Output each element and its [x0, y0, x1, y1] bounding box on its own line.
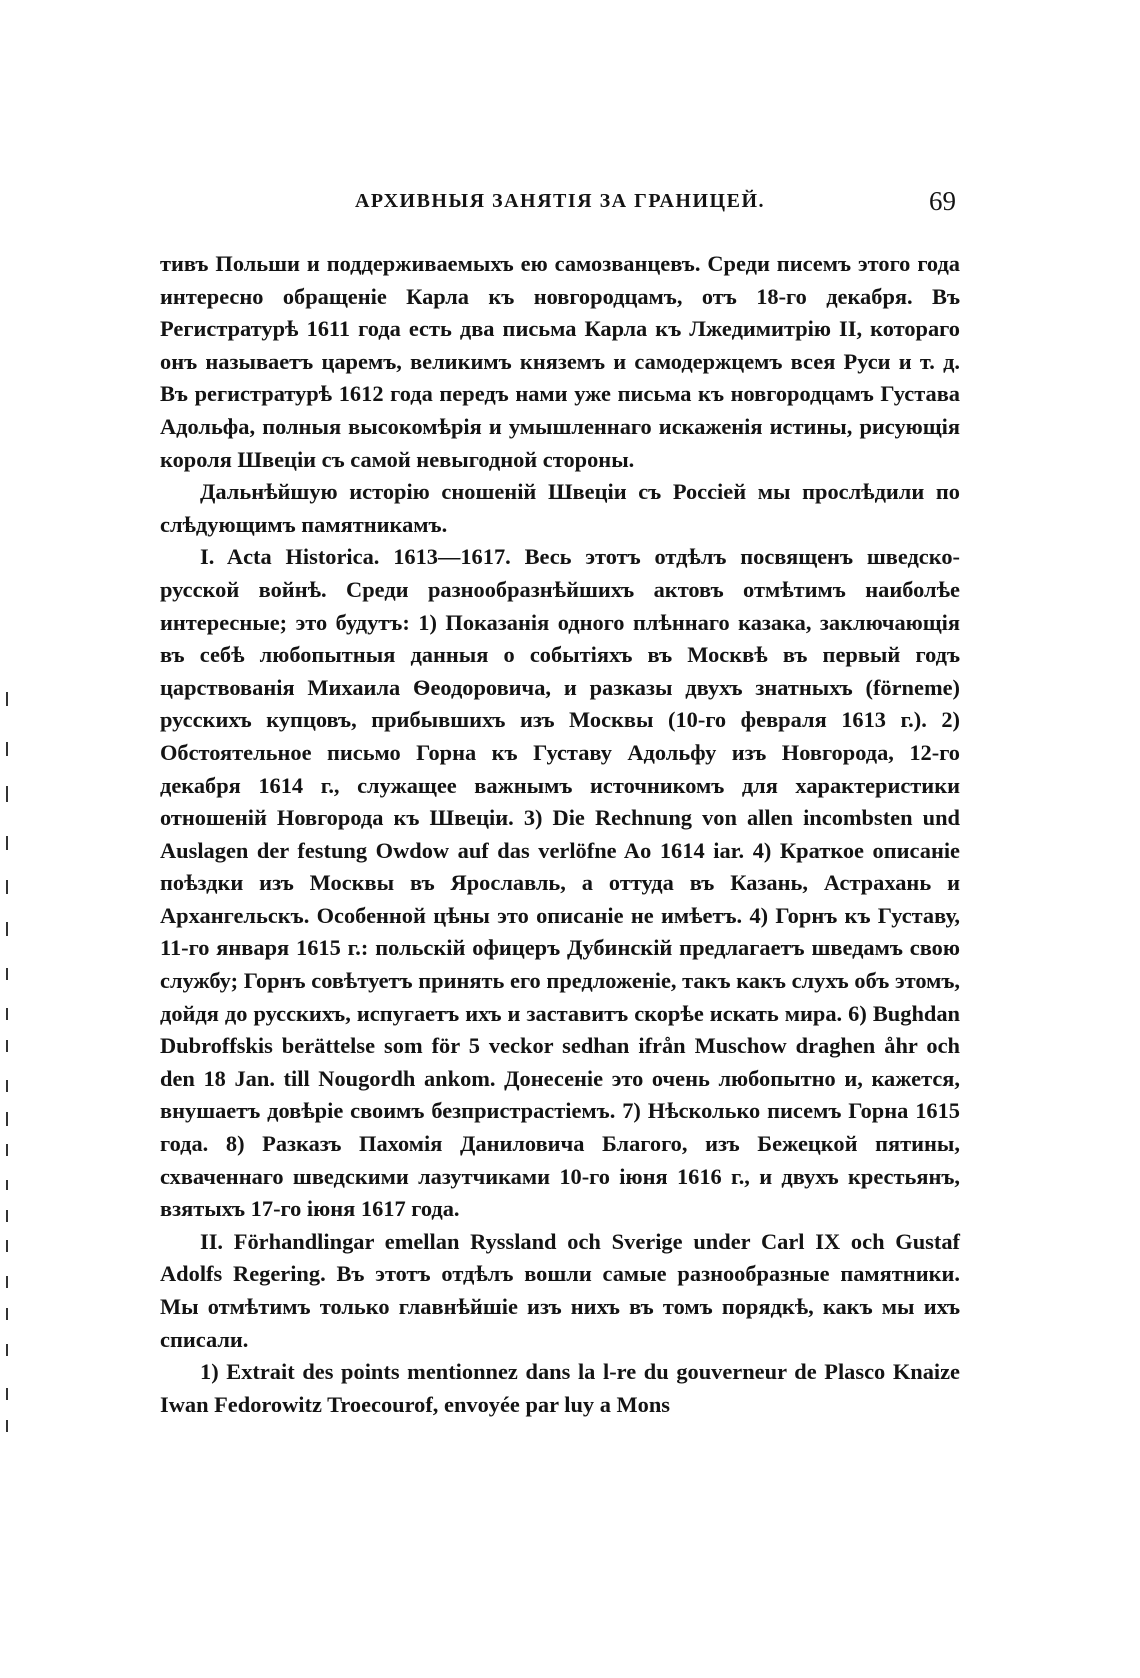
margin-mark — [6, 1210, 8, 1222]
margin-mark — [6, 1144, 8, 1156]
margin-mark — [6, 1040, 8, 1052]
margin-mark — [6, 1240, 8, 1252]
margin-mark — [6, 922, 8, 936]
margin-mark — [6, 968, 8, 980]
margin-mark — [6, 836, 8, 850]
margin-mark — [6, 1180, 8, 1190]
paragraph-extrait: 1) Extrait des points mentionnez dans la l-re du gouverneur de Plasco Knaize Iwan Fedorowitz Troecourof, envoyée par luy a Mons — [160, 1359, 960, 1417]
margin-mark — [6, 1112, 8, 1126]
paragraph-sources-intro: Дальнѣйшую исторію сношеній Швеціи съ Россіей мы прослѣдили по слѣдующимъ памятникамъ. — [160, 479, 960, 537]
running-head: АРХИВНЫЯ ЗАНЯТІЯ ЗА ГРАНИЦЕЙ. — [354, 190, 766, 212]
body-text — [160, 248, 960, 1421]
margin-mark — [6, 1420, 8, 1432]
paragraph-acta-historica: I. Acta Historica. 1613—1617. Весь этотъ отдѣлъ посвященъ шведско-русской войнѣ. Среди разнообразнѣйшихъ актовъ отмѣтимъ наиболѣе интересные; это будутъ: 1) Показанія одного плѣннаго казака, заключающія въ себѣ любопытныя данныя о событіяхъ въ Москвѣ въ первый годъ царствованія Михаила Ѳеодоровича, и разказы двухъ знатныхъ (förneme) русскихъ купцовъ, прибывшихъ изъ Москвы (10-го февраля 1613 г.). 2) Обстоятельное письмо Горна къ Густаву Адольфу изъ Новгорода, 12-го декабря 1614 г., служащее важнымъ источникомъ для характеристики отношеній Новгорода къ Швеціи. 3) Die Rechnung von allen incombsten und Auslagen der festung Owdow auf das verlöfne Ao 1614 iar. 4) Краткое описаніе поѣздки изъ Москвы въ Ярославль, а оттуда въ Казань, Астрахань и Архангельскъ. Особенной цѣны это описаніе не имѣетъ. 4) Горнъ къ Густаву, 11-го января 1615 г.: польскій офицеръ Дубинскій предлагаетъ шведамъ свою службу; Горнъ совѣтуетъ принять его предложеніе, такъ какъ слухъ объ этомъ, дойдя до русскихъ, испугаетъ ихъ и заставитъ скорѣе искать мира. 6) Bughdan Dubroffskis berättelse som för 5 veckor sedhan ifrån Muschow draghen åhr och den 18 Jan. till Nougordh ankom. Донесеніе это очень любопытно и, кажется, внушаетъ довѣріе своимъ безпристрастіемъ. 7) Нѣсколько писемъ Горна 1615 года. 8) Разказъ Пахомія Даниловича Благого, изъ Бежецкой пятины, схваченнаго шведскими лазутчиками 10-го іюня 1616 г., и двухъ крестьянъ, взятыхъ 17-го іюня 1617 года. — [160, 544, 960, 1222]
margin-mark — [6, 742, 8, 756]
margin-mark — [6, 1344, 8, 1356]
margin-mark — [6, 1388, 8, 1400]
margin-mark — [6, 1080, 8, 1092]
margin-mark — [6, 1276, 8, 1288]
paragraph-continuation: тивъ Польши и поддерживаемыхъ ею самозванцевъ. Среди писемъ этого года интересно обращеніе Карла къ новгородцамъ, отъ 18-го декабря. Въ Регистратурѣ 1611 года есть два письма Карла къ Лжедимитрію II, котораго онъ называетъ царемъ, великимъ княземъ и самодержцемъ всея Руси и т. д. Въ регистратурѣ 1612 года передъ нами уже письма къ новгородцамъ Густава Адольфа, полныя высокомѣрія и умышленнаго искаженія истины, рисующія короля Швеціи съ самой невыгодной стороны. — [160, 251, 960, 472]
margin-mark — [6, 786, 8, 802]
margin-mark — [6, 880, 8, 894]
page-number: 69 — [929, 186, 956, 216]
margin-mark — [6, 692, 8, 706]
margin-mark — [6, 1308, 8, 1320]
paragraph-forhandlingar: II. Förhandlingar emellan Ryssland och Sverige under Carl IX och Gustaf Adolfs Regering. Въ этотъ отдѣлъ вошли самые разнообразные памятники. Мы отмѣтимъ только главнѣйшіе изъ нихъ въ томъ порядкѣ, какъ мы ихъ списали. — [160, 1228, 960, 1352]
page-header — [160, 184, 960, 218]
margin-scan-marks — [0, 0, 20, 1678]
margin-mark — [6, 1008, 8, 1020]
